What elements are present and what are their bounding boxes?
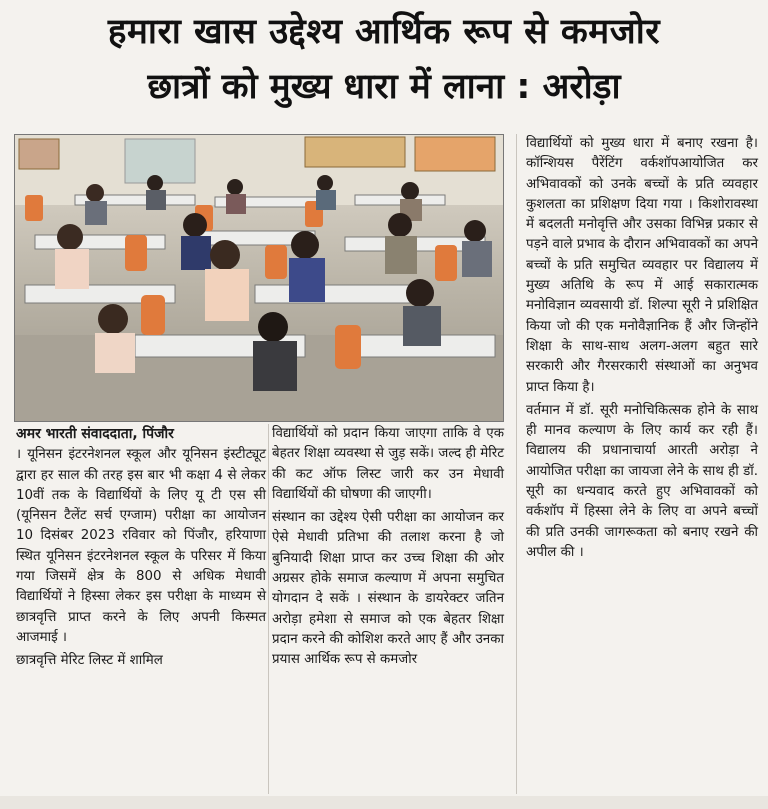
paragraph: संस्थान का उद्देश्य ऐसी परीक्षा का आयोजन कर ऐसे मेधावी प्रतिभा की तलाश करना है जो बुनियादी शिक्षा प्राप्त कर उच्च शिक्षा की ओर अग्रसर होके समाज कल्याण में अपना समुचित योगदान दे सकें । संस्थान के डायरेक्टर जतिन अरोड़ा हमेशा से समाज को एक बेहतर शिक्षा प्रदान करने की कोशिश करते आए हैं और उनका प्रयास आर्थिक रूप से कमजोर [272,510,504,668]
paragraph: । यूनिसन इंटरनेशनल स्कूल और यूनिसन इंस्टीट्यूट द्वारा हर साल की तरह इस बार भी कक्षा 4 से लेकर 10वीं तक के विद्यार्थियों के लिए यू टी एस सी (यूनिसन टैलेंट सर्च एग्जाम) परीक्षा का आयोजन 10 दिसंबर 2023 रविवार को पिंजौर, हरियाणा स्थित यूनिसन इंटरनेशनल स्कूल के परिसर में किया गया जिसमें क्षेत्र के 800 से अधिक मेधावी विद्यार्थियों ने हिस्सा लेकर इस परीक्षा के माध्यम से छात्रवृत्ति प्राप्त करने के लिए अपनी किस्मत आजमाई । [16,447,266,645]
column-divider [268,424,269,794]
column-divider [516,134,517,794]
headline-line-1: हमारा खास उद्देश्य आर्थिक रूप से कमजोर [107,12,661,52]
page-bottom-strip [0,796,768,809]
paragraph: विद्यार्थियों को मुख्य धारा में बनाए रखना है। कॉन्शियस पैरेंटिंग वर्कशॉपआयोजित कर अभिवावकों को उनके बच्चों के प्रति व्यवहार कुशलता का प्रशिक्षण दिया गया । किशोरावस्था में बदलती मनोवृत्ति और उसका विभिन्न प्रकार से पड़ने वाले प्रभाव के दौरान अभिवावकों का अपने बच्चों के प्रति समुचित व्यवहार पर विद्यालय में मुख्य अतिथि के रूप में आई सकारात्मक मनोविज्ञान व्यवसायी डॉ. शिल्पा सूरी ने प्रशिक्षित किया जो की एक मनोवैज्ञानिक हैं और जिन्होंने शिक्षा के साथ-साथ अलग-अलग बहुत सारे सरकारी और गैरसरकारी संस्थाओं का अनुभव प्राप्त किया है। [526,136,758,395]
byline: अमर भारती संवाददाता, पिंजौर [16,426,174,442]
headline-line-2: छात्रों को मुख्य धारा में लाना : अरोड़ा [147,67,621,107]
paragraph: छात्रवृत्ति मेरिट लिस्ट में शामिल [16,653,163,669]
headline [0,6,768,114]
article-column-left [16,424,266,675]
classroom-exam-photo [14,134,504,422]
article-column-right [526,134,758,566]
article-column-middle [272,424,504,674]
classroom-photo-icon [15,135,503,421]
paragraph: विद्यार्थियों को प्रदान किया जाएगा ताकि वे एक बेहतर शिक्षा व्यवस्था से जुड़ सकें। जल्द ही मेरिट की कट ऑफ लिस्ट जारी कर उन मेधावी विद्यार्थियों की घोषणा की जाएगी। [272,426,504,502]
paragraph: वर्तमान में डॉ. सूरी मनोचिकित्सक होने के साथ ही मानव कल्याण के लिए कार्य कर रही हैं। विद्यालय की प्रधानाचार्या आरती अरोड़ा ने आयोजित परीक्षा का जायजा लेने के साथ ही डॉ. सूरी का धन्यवाद करते हुए अभिवावकों को वर्कशॉप में हिस्सा लेने के लिए वा अपने बच्चों की प्रति उनकी जागरूकता को बनाए रखने की अपील की । [526,402,758,560]
